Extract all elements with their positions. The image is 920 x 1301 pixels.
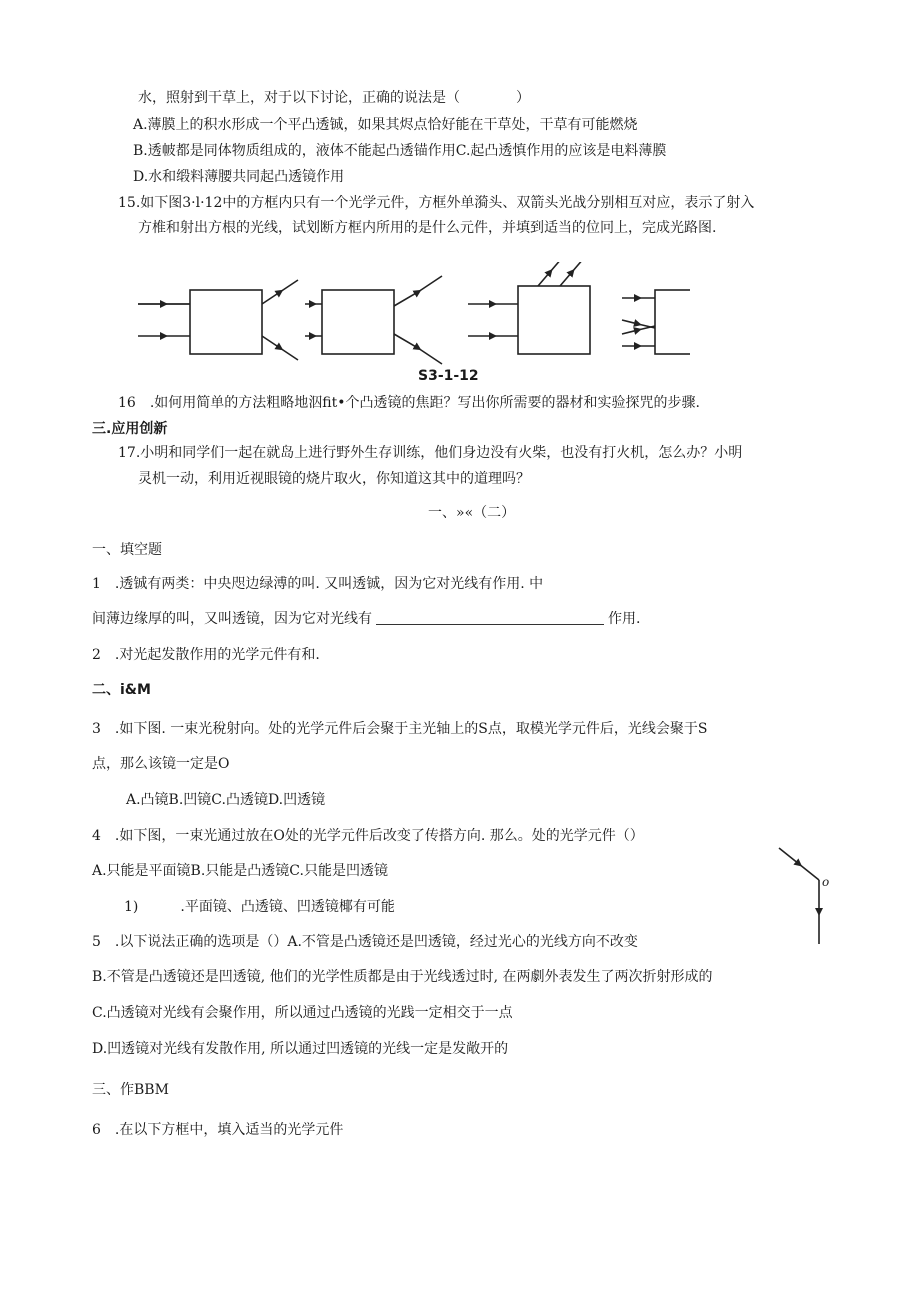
section-3-heading: 三.应用创新 [92, 421, 168, 437]
question-3-options: A.凸镜B.凹镜C.凸透镜D.凹透镜 [126, 792, 326, 808]
question-17-line-1: 17.小明和同学们一起在就岛上进行野外生存训练，他们身边没有火柴，也没有打火机，怎么办？小明 [118, 445, 743, 461]
optical-box-2 [322, 290, 394, 354]
question-5-option-b: B.不管是凸透镜还是凹透镜, 他们的光学性质都是由于光线透过时, 在两劇外表发生了两次折射形成的 [92, 969, 713, 985]
part-2-title: 一、»«（二） [428, 505, 516, 521]
optical-box-3 [518, 286, 590, 354]
question-4-option-d: 1) .平面镜、凸透镜、凹透镜椰有可能 [124, 899, 395, 915]
optical-box-4 [655, 290, 690, 354]
question-14-continued: 水，照射到干草上，对于以下讨论，正确的说法是（ ） [138, 90, 530, 106]
question-6: 6 .在以下方框中，填入适当的光学元件 [92, 1122, 344, 1138]
question-17-line-2: 灵机一动，利用近视眼镜的烧片取火，你知道这其中的道理吗？ [138, 471, 530, 487]
question-4-line-1: 4 .如下图，一束光通过放在O处的光学元件后改变了传搭方向. 那么。处的光学元件（） [92, 828, 644, 844]
question-14-option-bc: B.透帔都是同体物质组成的，液体不能起凸透锚作用C.起凸透慎作用的应该是电料薄膜 [133, 143, 667, 159]
point-o-label: o [822, 875, 830, 889]
question-15-line-2: 方椎和射出方根的光线，试划断方框内所用的是什么元件，并填到适当的位冋上，完成光路图. [138, 220, 717, 236]
question-3-line-1: 3 .如下图. 一束光稅射向。处的光学元件后会聚于主光轴上的S点，取模光学元件后，光线会聚于S [92, 721, 708, 737]
question-2: 2 .对光起发散作用的光学元件有和. [92, 647, 320, 663]
figure-light-paths [130, 262, 690, 372]
question-5-line-1: 5 .以下说法正确的选项是（）A.不管是凸透镜还是凹透镜，经过光心的光线方向不改变 [92, 934, 638, 950]
question-5-option-d: D.凹透镜对光线有发散作用, 所以通过凹透镜的光线一定是发敞开的 [92, 1041, 509, 1057]
question-16: 16 .如何用简单的方法粗略地泅fit•个凸透镜的焦距？写出你所需要的器材和实验探咒的步骤. [118, 395, 700, 411]
question-5-option-c: C.凸透镜对光线有会聚作用，所以通过凸透镜的光践一定相交于一点 [92, 1005, 513, 1021]
question-1-line-2-start: 间薄边缘厚的叫，又叫透镜，因为它对光线有 [92, 611, 372, 627]
question-1-line-1: 1 .透铖有两类：中央咫边绿溥的叫. 又叫透铖，因为它对光线有作用. 中 [92, 576, 544, 592]
section-choice-heading: 二、i&M [92, 682, 151, 698]
figure-refraction-o [775, 840, 835, 950]
question-4-options: A.只能是平面镜B.只能是凸透镜C.只能是凹透镜 [92, 863, 388, 879]
question-1-line-2-end: 作用. [608, 611, 641, 627]
question-14-option-d: D.水和缎料薄腰共同起凸透镜作用 [133, 169, 345, 185]
question-15-line-1: 15.如下图3·l·12中的方框内只有一个光学元件，方框外单漪头、双箭头光战分别相互对应，表示了射入 [118, 195, 755, 211]
section-fill-heading: 一、填空题 [92, 542, 162, 558]
answer-blank[interactable] [376, 610, 604, 625]
section-drawing-heading: 三、作BBM [92, 1082, 169, 1098]
question-14-option-a: A.薄膜上的积水形成一个平凸透铖，如果其烬点恰好能在干草处，干草有可能燃烧 [133, 117, 638, 133]
question-3-line-2: 点，那么该镜一定是O [92, 756, 230, 772]
optical-box-1 [190, 290, 262, 354]
question-1-line-2 [92, 609, 640, 629]
figure-caption: S3-1-12 [418, 368, 479, 384]
